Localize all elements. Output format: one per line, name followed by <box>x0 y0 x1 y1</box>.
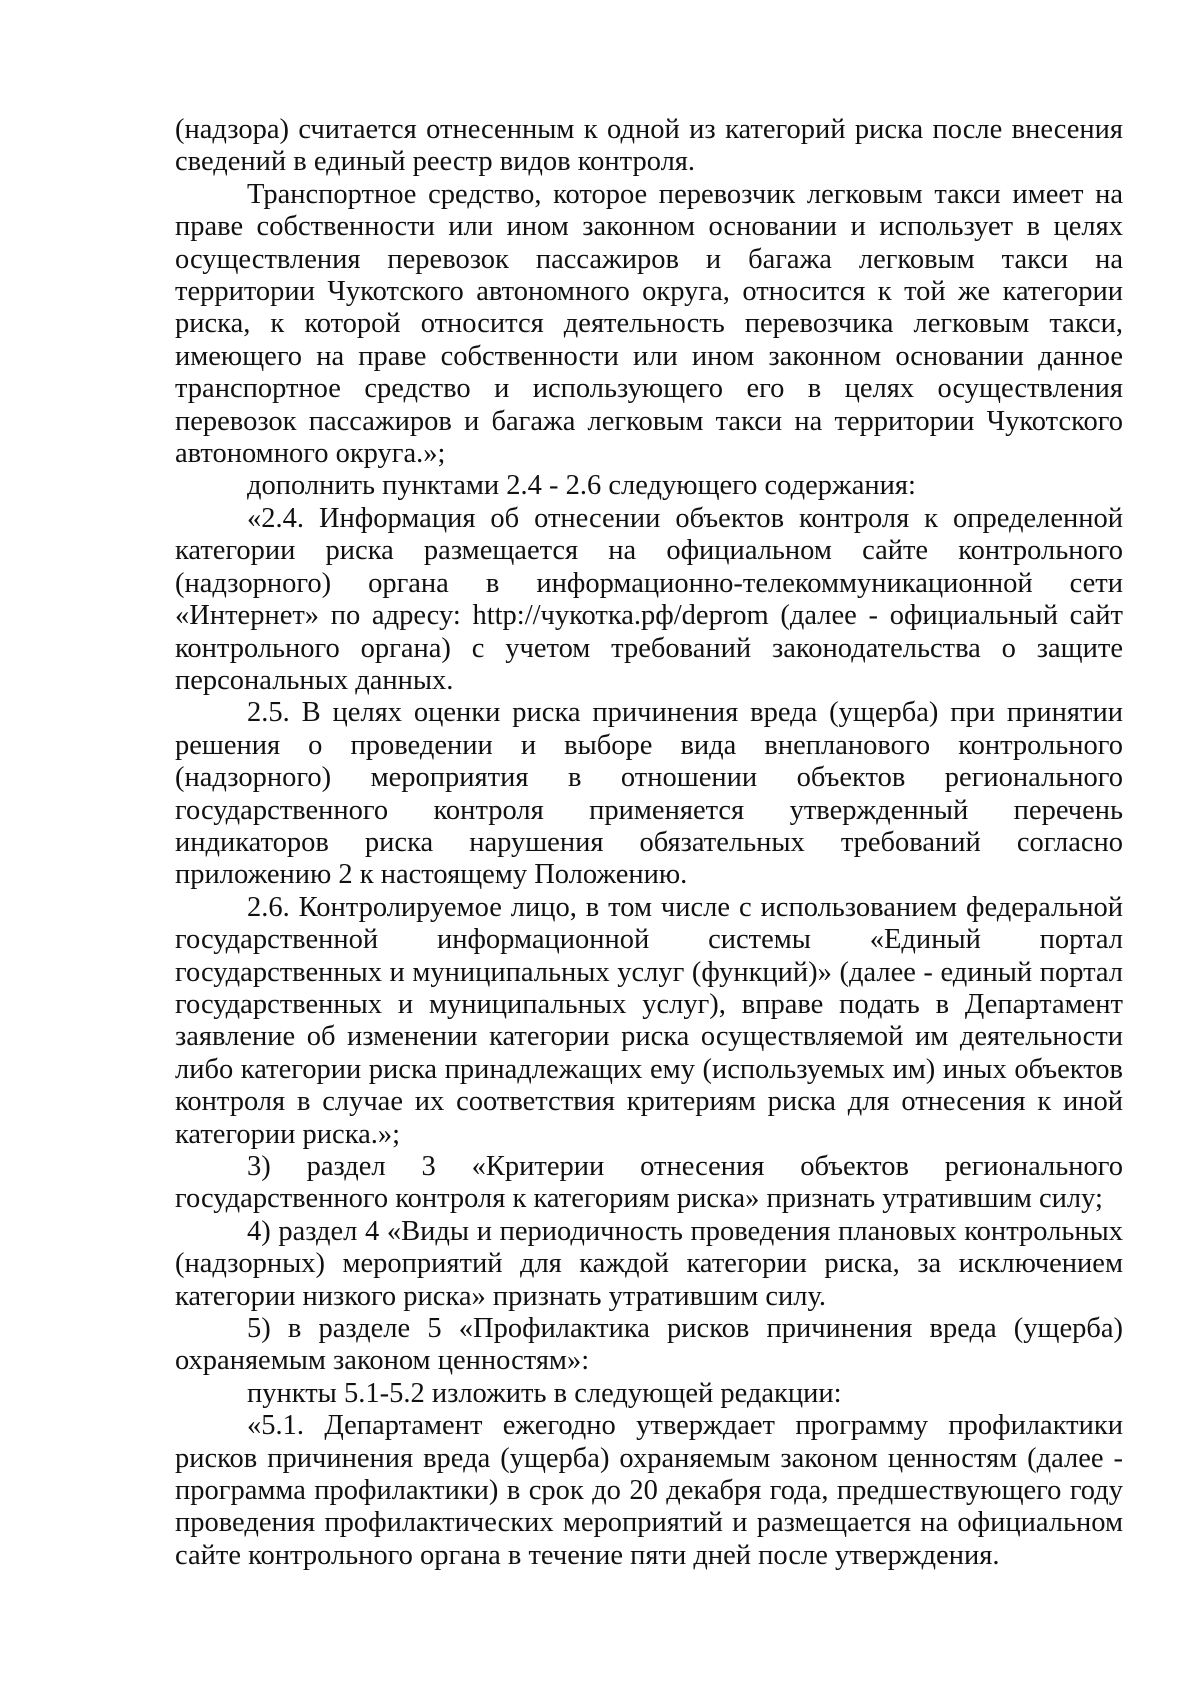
paragraph-vehicle-risk-category: Транспортное средство, которое перевозчик легковым такси имеет на праве собственности или ином законном основании и использует в целях осуществления перевозок пассажиров и багажа легковым такси на территории Чукотского автономного округа, относится к той же категории риска, к которой относится деятельность перевозчика легковым такси, имеющего на праве собственности или ином законном основании данное транспортное средство и использующего его в целях осуществления перевозок пассажиров и багажа легковым такси на территории Чукотского автономного округа.»; <box>175 178 1123 470</box>
paragraph-items-5-1-5-2: пункты 5.1-5.2 изложить в следующей редакции: <box>247 1377 842 1409</box>
paragraph-item-5-1: «5.1. Департамент ежегодно утверждает программу профилактики рисков причинения вреда (ущерба) охраняемым законом ценностям (далее - программа профилактики) в срок до 20 декабря года, предшествующего году проведения профилактических мероприятий и размещается на официальном сайте контрольного органа в течение пяти дней после утверждения. <box>175 1410 1123 1571</box>
paragraph-continuation: (надзора) считается отнесенным к одной из категорий риска после внесения сведений в единый реестр видов контроля. <box>175 114 1123 178</box>
paragraph-item-2-5: 2.5. В целях оценки риска причинения вреда (ущерба) при принятии решения о проведении и выборе вида внепланового контрольного (надзорного) мероприятия в отношении объектов регионального государственного контроля применяется утвержденный перечень индикаторов риска нарушения обязательных требований согласно приложению 2 к настоящему Положению. <box>175 697 1123 891</box>
paragraph-section-5: 5) в разделе 5 «Профилактика рисков причинения вреда (ущерба) охраняемым законом ценностям»: <box>175 1313 1123 1377</box>
paragraph-section-3: 3) раздел 3 «Критерии отнесения объектов регионального государственного контроля к категориям риска» признать утратившим силу; <box>175 1151 1123 1215</box>
paragraph-item-2-4: «2.4. Информация об отнесении объектов контроля к определенной категории риска размещается на официальном сайте контрольного (надзорного) органа в информационно-телекоммуникационной сети «Интернет» по адресу: http://чукотка.рф/deprom (далее - официальный сайт контрольного органа) с учетом требований законодательства о защите персональных данных. <box>175 502 1123 696</box>
document-page <box>175 114 1123 1572</box>
paragraph-section-4: 4) раздел 4 «Виды и периодичность проведения плановых контрольных (надзорных) мероприятий для каждой категории риска, за исключением категории низкого риска» признать утратившим силу. <box>175 1215 1123 1312</box>
paragraph-add-items-2-4-2-6: дополнить пунктами 2.4 - 2.6 следующего содержания: <box>247 470 916 502</box>
paragraph-item-2-6: 2.6. Контролируемое лицо, в том числе с использованием федеральной государственной информационной системы «Единый портал государственных и муниципальных услуг (функций)» (далее - единый портал государственных и муниципальных услуг), вправе подать в Департамент заявление об изменении категории риска осуществляемой им деятельности либо категории риска принадлежащих ему (используемых им) иных объектов контроля в случае их соответствия критериям риска для отнесения к иной категории риска.»; <box>175 891 1123 1150</box>
